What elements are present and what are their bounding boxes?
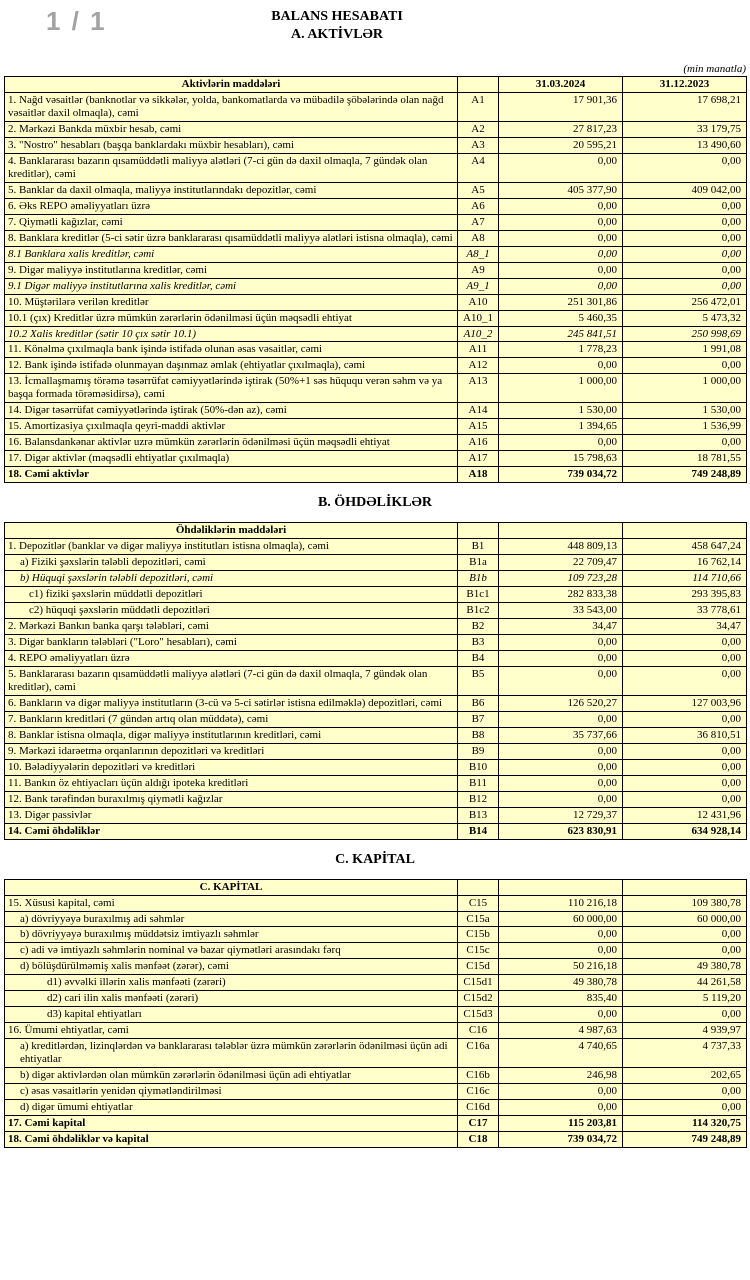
table-row — [5, 823, 747, 839]
capital-header-row — [5, 879, 747, 895]
row-label: 16. Balansdankənar aktivlər uzrə mümkün zərərlərin ödənilməsi üçün məqsədli ehtiyat — [5, 435, 458, 451]
row-label: 15. Xüsusi kapital, cəmi — [5, 895, 458, 911]
row-code: C18 — [458, 1132, 499, 1148]
row-code: A10_1 — [458, 310, 499, 326]
row-code: A15 — [458, 419, 499, 435]
row-value-current: 0,00 — [499, 198, 623, 214]
row-label: a) Fiziki şəxslərin tələbli depozitləri, cəmi — [5, 555, 458, 571]
row-value-previous: 0,00 — [623, 775, 747, 791]
table-row — [5, 711, 747, 727]
row-value-previous: 0,00 — [623, 1100, 747, 1116]
table-row — [5, 182, 747, 198]
table-row — [5, 153, 747, 182]
table-row — [5, 1023, 747, 1039]
row-code: A10_2 — [458, 326, 499, 342]
row-value-previous: 0,00 — [623, 759, 747, 775]
table-row — [5, 634, 747, 650]
row-label: a) kreditlərdən, lizinqlərdən və banklararası tələblər üzrə mümkün zərərlərin ödənilməsi üçün adi ehtiyatlar — [5, 1039, 458, 1068]
row-label: 11. Bankın öz ehtiyacları üçün aldığı ipoteka kreditləri — [5, 775, 458, 791]
row-value-current: 0,00 — [499, 214, 623, 230]
row-value-current: 0,00 — [499, 634, 623, 650]
row-code: A14 — [458, 403, 499, 419]
table-row — [5, 743, 747, 759]
row-label: 6. Əks REPO əməliyyatları üzrə — [5, 198, 458, 214]
row-value-previous: 0,00 — [623, 791, 747, 807]
row-value-previous: 0,00 — [623, 634, 747, 650]
row-code: A16 — [458, 435, 499, 451]
row-value-previous: 49 380,78 — [623, 959, 747, 975]
row-value-current: 739 034,72 — [499, 1132, 623, 1148]
row-value-current: 33 543,00 — [499, 603, 623, 619]
report-title: BALANS HESABATI — [271, 9, 403, 24]
row-value-previous: 0,00 — [623, 927, 747, 943]
row-code: C15d2 — [458, 991, 499, 1007]
row-code: C15c — [458, 943, 499, 959]
row-value-previous: 749 248,89 — [623, 1132, 747, 1148]
row-label: 10.2 Xalis kreditlər (sətir 10 çıx sətir 10.1) — [5, 326, 458, 342]
unit-note: (min manatla) — [683, 63, 746, 75]
row-value-current: 0,00 — [499, 230, 623, 246]
row-value-current: 15 798,63 — [499, 451, 623, 467]
row-value-previous: 18 781,55 — [623, 451, 747, 467]
table-row — [5, 214, 747, 230]
row-code: B12 — [458, 791, 499, 807]
row-value-current: 1 394,65 — [499, 419, 623, 435]
table-row — [5, 1068, 747, 1084]
row-value-previous: 5 473,32 — [623, 310, 747, 326]
row-value-current: 110 216,18 — [499, 895, 623, 911]
row-value-current: 4 987,63 — [499, 1023, 623, 1039]
row-value-current: 0,00 — [499, 650, 623, 666]
table-row — [5, 358, 747, 374]
row-value-previous: 0,00 — [623, 278, 747, 294]
row-value-previous: 13 490,60 — [623, 137, 747, 153]
row-value-current: 282 833,38 — [499, 587, 623, 603]
row-value-current: 0,00 — [499, 759, 623, 775]
row-value-current: 0,00 — [499, 711, 623, 727]
row-value-previous: 114 320,75 — [623, 1116, 747, 1132]
column-header-period-previous: 31.12.2023 — [623, 77, 747, 93]
row-code: A9_1 — [458, 278, 499, 294]
row-code: A10 — [458, 294, 499, 310]
row-code: B14 — [458, 823, 499, 839]
row-value-previous: 256 472,01 — [623, 294, 747, 310]
table-row — [5, 791, 747, 807]
row-value-current: 0,00 — [499, 1100, 623, 1116]
row-label: 9. Digər maliyyə institutlarına kreditlər, cəmi — [5, 262, 458, 278]
row-value-previous: 5 119,20 — [623, 991, 747, 1007]
row-value-current: 405 377,90 — [499, 182, 623, 198]
table-row — [5, 807, 747, 823]
table-row — [5, 1039, 747, 1068]
row-value-current: 22 709,47 — [499, 555, 623, 571]
row-code: C16d — [458, 1100, 499, 1116]
row-value-previous: 0,00 — [623, 711, 747, 727]
row-value-previous: 33 179,75 — [623, 121, 747, 137]
capital-header-code-cell — [458, 879, 499, 895]
table-row — [5, 326, 747, 342]
row-label: 8. Banklara kreditlər (5-ci sətir üzrə banklararası qısamüddətli maliyyə alətləri istisna olmaqla), cəmi — [5, 230, 458, 246]
row-code: B1c1 — [458, 587, 499, 603]
row-value-current: 0,00 — [499, 278, 623, 294]
row-value-current: 0,00 — [499, 262, 623, 278]
liabilities-table — [4, 522, 747, 839]
row-value-previous: 458 647,24 — [623, 539, 747, 555]
row-label: 10. Müştərilərə verilən kreditlər — [5, 294, 458, 310]
row-code: A8_1 — [458, 246, 499, 262]
row-value-previous: 33 778,61 — [623, 603, 747, 619]
row-code: B6 — [458, 695, 499, 711]
row-value-previous: 34,47 — [623, 619, 747, 635]
row-code: B1b — [458, 571, 499, 587]
row-value-previous: 44 261,58 — [623, 975, 747, 991]
row-code: C15d3 — [458, 1007, 499, 1023]
row-label: a) dövriyyəyə buraxılmış adi səhmlər — [5, 911, 458, 927]
table-row — [5, 991, 747, 1007]
row-label: 15. Amortizasiya çıxılmaqla qeyri-maddi aktivlər — [5, 419, 458, 435]
row-code: C15d1 — [458, 975, 499, 991]
row-code: B4 — [458, 650, 499, 666]
table-row — [5, 571, 747, 587]
table-row — [5, 619, 747, 635]
table-row — [5, 959, 747, 975]
row-value-current: 4 740,65 — [499, 1039, 623, 1068]
row-label: c2) hüquqi şəxslərin müddətli depozitləri — [5, 603, 458, 619]
row-value-previous: 0,00 — [623, 435, 747, 451]
row-label: d1) əvvəlki illərin xalis mənfəəti (zərəri) — [5, 975, 458, 991]
table-row — [5, 1100, 747, 1116]
table-row — [5, 759, 747, 775]
row-label: 6. Bankların və digər maliyyə institutların (3-cü və 5-ci sətirlər istisna edilməklə) depozitləri, cəmi — [5, 695, 458, 711]
capital-table — [4, 879, 747, 1148]
row-value-previous: 0,00 — [623, 198, 747, 214]
row-value-current: 251 301,86 — [499, 294, 623, 310]
table-row — [5, 294, 747, 310]
row-value-previous: 0,00 — [623, 650, 747, 666]
row-label: c) əsas vəsaitlərin yenidən qiymətləndirilməsi — [5, 1084, 458, 1100]
row-value-current: 109 723,28 — [499, 571, 623, 587]
row-value-previous: 0,00 — [623, 943, 747, 959]
row-value-current: 126 520,27 — [499, 695, 623, 711]
row-label: 10.1 (çıx) Kreditlər üzrə mümkün zərərlərin ödənilməsi üçün məqsədli ehtiyat — [5, 310, 458, 326]
table-row — [5, 587, 747, 603]
row-code: B1 — [458, 539, 499, 555]
assets-header-code-cell — [458, 77, 499, 93]
table-row — [5, 467, 747, 483]
row-value-current: 246,98 — [499, 1068, 623, 1084]
column-header-period-current: 31.03.2024 — [499, 77, 623, 93]
liabilities-header-label: Öhdəliklərin maddələri — [5, 523, 458, 539]
liabilities-header-value1-cell — [499, 523, 623, 539]
row-value-current: 0,00 — [499, 435, 623, 451]
row-label: 12. Bank tərəfindən buraxılmış qiymətli kağızlar — [5, 791, 458, 807]
table-row — [5, 246, 747, 262]
table-row — [5, 603, 747, 619]
row-label: 2. Mərkəzi Bankda müxbir hesab, cəmi — [5, 121, 458, 137]
assets-header-row — [5, 77, 747, 93]
row-label: d) digər ümumi ehtiyatlar — [5, 1100, 458, 1116]
row-code: A8 — [458, 230, 499, 246]
section-b-title: B. ÖHDƏLİKLƏR — [317, 495, 433, 511]
table-row — [5, 1116, 747, 1132]
table-row — [5, 451, 747, 467]
table-row — [5, 342, 747, 358]
table-row — [5, 650, 747, 666]
row-label: 9.1 Digər maliyyə institutlarına xalis kreditlər, cəmi — [5, 278, 458, 294]
row-code: C15 — [458, 895, 499, 911]
row-value-previous: 114 710,66 — [623, 571, 747, 587]
row-value-current: 739 034,72 — [499, 467, 623, 483]
row-code: C15d — [458, 959, 499, 975]
row-label: b) digər aktivlərdən olan mümkün zərərlərin ödənilməsi üçün adi ehtiyatlar — [5, 1068, 458, 1084]
row-value-previous: 16 762,14 — [623, 555, 747, 571]
row-label: 2. Mərkəzi Bankın banka qarşı tələbləri, cəmi — [5, 619, 458, 635]
row-value-current: 0,00 — [499, 153, 623, 182]
row-value-current: 49 380,78 — [499, 975, 623, 991]
row-code: B5 — [458, 666, 499, 695]
row-label: 3. "Nostro" hesabları (başqa banklardakı müxbir hesabları), cəmi — [5, 137, 458, 153]
row-code: A17 — [458, 451, 499, 467]
table-row — [5, 137, 747, 153]
row-code: C16c — [458, 1084, 499, 1100]
row-code: B10 — [458, 759, 499, 775]
row-value-current: 0,00 — [499, 927, 623, 943]
row-label: 12. Bank işində istifadə olunmayan daşınmaz əmlak (ehtiyatlar çıxılmaqla), cəmi — [5, 358, 458, 374]
row-value-current: 17 901,36 — [499, 92, 623, 121]
row-value-previous: 293 395,83 — [623, 587, 747, 603]
row-code: B1a — [458, 555, 499, 571]
row-label: 9. Mərkəzi idarəetmə orqanlarının depozitləri və kreditləri — [5, 743, 458, 759]
table-row — [5, 419, 747, 435]
row-label: 5. Banklar da daxil olmaqla, maliyyə institutlarındakı depozitlər, cəmi — [5, 182, 458, 198]
row-code: B13 — [458, 807, 499, 823]
row-value-previous: 0,00 — [623, 666, 747, 695]
row-value-previous: 0,00 — [623, 1007, 747, 1023]
table-row — [5, 895, 747, 911]
row-value-current: 623 830,91 — [499, 823, 623, 839]
row-value-current: 0,00 — [499, 1084, 623, 1100]
row-value-previous: 0,00 — [623, 230, 747, 246]
table-row — [5, 198, 747, 214]
row-value-previous: 127 003,96 — [623, 695, 747, 711]
table-row — [5, 230, 747, 246]
row-label: 14. Digər təsərrüfat cəmiyyətlərində iştirak (50%-dən az), cəmi — [5, 403, 458, 419]
table-row — [5, 92, 747, 121]
row-label: 18. Cəmi öhdəliklər və kapital — [5, 1132, 458, 1148]
table-row — [5, 374, 747, 403]
table-row — [5, 943, 747, 959]
row-label: c) adi və imtiyazlı səhmlərin nominal və bazar qiymətləri arasındakı fərq — [5, 943, 458, 959]
row-label: 1. Nağd vəsaitlər (banknotlar və sikkələr, yolda, bankomatlarda və mübadilə şöbələrində olan nağd vəsaitlər daxil olmaqla), cəmi — [5, 92, 458, 121]
row-code: A12 — [458, 358, 499, 374]
row-value-previous: 4 939,97 — [623, 1023, 747, 1039]
table-row — [5, 727, 747, 743]
row-code: A13 — [458, 374, 499, 403]
row-value-current: 35 737,66 — [499, 727, 623, 743]
row-code: A11 — [458, 342, 499, 358]
row-label: 4. REPO əməliyyatları üzrə — [5, 650, 458, 666]
row-value-previous: 36 810,51 — [623, 727, 747, 743]
row-code: B9 — [458, 743, 499, 759]
row-value-current: 0,00 — [499, 775, 623, 791]
row-code: C16b — [458, 1068, 499, 1084]
row-value-previous: 0,00 — [623, 262, 747, 278]
row-value-current: 835,40 — [499, 991, 623, 1007]
row-value-previous: 0,00 — [623, 153, 747, 182]
row-label: 16. Ümumi ehtiyatlar, cəmi — [5, 1023, 458, 1039]
row-value-previous: 1 530,00 — [623, 403, 747, 419]
row-code: A5 — [458, 182, 499, 198]
row-code: A7 — [458, 214, 499, 230]
row-value-current: 245 841,51 — [499, 326, 623, 342]
row-label: d) bölüşdürülməmiş xalis mənfəət (zərər), cəmi — [5, 959, 458, 975]
table-row — [5, 975, 747, 991]
table-row — [5, 539, 747, 555]
row-value-previous: 4 737,33 — [623, 1039, 747, 1068]
section-c-title: C. KAPİTAL — [335, 851, 415, 867]
table-row — [5, 435, 747, 451]
row-label: c1) fiziki şəxslərin müddətli depozitləri — [5, 587, 458, 603]
row-value-previous: 1 536,99 — [623, 419, 747, 435]
row-value-previous: 60 000,00 — [623, 911, 747, 927]
assets-header-label: Aktivlərin maddələri — [5, 77, 458, 93]
row-label: 17. Cəmi kapital — [5, 1116, 458, 1132]
row-code: C16a — [458, 1039, 499, 1068]
row-label: d3) kapital ehtiyatları — [5, 1007, 458, 1023]
row-value-previous: 0,00 — [623, 358, 747, 374]
table-row — [5, 911, 747, 927]
row-label: 13. İcmallaşmamış törəmə təsərrüfat cəmiyyətlərində iştirak (50%+1 səs hüququ verən səhm və ya başqa formada törəməsidirsə), cəmi — [5, 374, 458, 403]
liabilities-header-code-cell — [458, 523, 499, 539]
row-value-previous: 0,00 — [623, 246, 747, 262]
liabilities-header-value2-cell — [623, 523, 747, 539]
row-value-current: 0,00 — [499, 358, 623, 374]
row-value-current: 1 530,00 — [499, 403, 623, 419]
table-row — [5, 278, 747, 294]
row-label: 11. Könəlmə çıxılmaqla bank işində istifadə olunan əsas vəsaitlər, cəmi — [5, 342, 458, 358]
row-code: A18 — [458, 467, 499, 483]
row-value-current: 60 000,00 — [499, 911, 623, 927]
row-value-current: 115 203,81 — [499, 1116, 623, 1132]
page-number-indicator: 1 / 1 — [46, 6, 107, 36]
row-code: C15b — [458, 927, 499, 943]
table-row — [5, 927, 747, 943]
row-value-previous: 17 698,21 — [623, 92, 747, 121]
capital-header-value1-cell — [499, 879, 623, 895]
row-value-previous: 0,00 — [623, 743, 747, 759]
row-value-previous: 202,65 — [623, 1068, 747, 1084]
table-row — [5, 666, 747, 695]
row-value-current: 12 729,37 — [499, 807, 623, 823]
table-row — [5, 775, 747, 791]
row-label: 18. Cəmi aktivlər — [5, 467, 458, 483]
row-code: B8 — [458, 727, 499, 743]
row-value-previous: 634 928,14 — [623, 823, 747, 839]
row-value-previous: 109 380,78 — [623, 895, 747, 911]
row-label: 3. Digər bankların tələbləri ("Loro" hesabları), cəmi — [5, 634, 458, 650]
row-code: B7 — [458, 711, 499, 727]
row-code: B3 — [458, 634, 499, 650]
table-row — [5, 1132, 747, 1148]
row-value-current: 20 595,21 — [499, 137, 623, 153]
row-label: 7. Qiymətli kağızlar, cəmi — [5, 214, 458, 230]
row-code: B1c2 — [458, 603, 499, 619]
row-value-previous: 1 991,08 — [623, 342, 747, 358]
row-label: b) Hüquqi şəxslərin tələbli depozitləri, cəmi — [5, 571, 458, 587]
row-value-current: 1 778,23 — [499, 342, 623, 358]
table-row — [5, 262, 747, 278]
row-value-previous: 0,00 — [623, 214, 747, 230]
row-value-current: 0,00 — [499, 1007, 623, 1023]
assets-table — [4, 76, 747, 483]
row-value-previous: 749 248,89 — [623, 467, 747, 483]
table-row — [5, 403, 747, 419]
row-label: 1. Depozitlər (banklar və digər maliyyə institutları istisna olmaqla), cəmi — [5, 539, 458, 555]
row-code: B2 — [458, 619, 499, 635]
row-code: B11 — [458, 775, 499, 791]
row-value-previous: 409 042,00 — [623, 182, 747, 198]
capital-header-label: C. KAPİTAL — [5, 879, 458, 895]
row-value-previous: 0,00 — [623, 1084, 747, 1100]
capital-header-value2-cell — [623, 879, 747, 895]
row-label: 14. Cəmi öhdəliklər — [5, 823, 458, 839]
row-value-current: 5 460,35 — [499, 310, 623, 326]
row-value-previous: 1 000,00 — [623, 374, 747, 403]
row-value-current: 0,00 — [499, 666, 623, 695]
row-value-current: 0,00 — [499, 246, 623, 262]
table-row — [5, 695, 747, 711]
table-row — [5, 1084, 747, 1100]
table-row — [5, 121, 747, 137]
table-row — [5, 310, 747, 326]
row-value-current: 0,00 — [499, 743, 623, 759]
row-label: 13. Digər passivlər — [5, 807, 458, 823]
row-label: 4. Banklararası bazarın qısamüddətli maliyyə alətləri (7-ci gün də daxil olmaqla, 7 gündək olan kreditlər), cəmi — [5, 153, 458, 182]
row-value-current: 34,47 — [499, 619, 623, 635]
row-code: C17 — [458, 1116, 499, 1132]
row-value-previous: 250 998,69 — [623, 326, 747, 342]
row-label: 8. Banklar istisna olmaqla, digər maliyyə institutlarının kreditləri, cəmi — [5, 727, 458, 743]
row-value-current: 0,00 — [499, 943, 623, 959]
row-value-current: 27 817,23 — [499, 121, 623, 137]
liabilities-header-row — [5, 523, 747, 539]
section-a-title: A. AKTİVLƏR — [290, 26, 384, 42]
row-label: d2) cari ilin xalis mənfəəti (zərəri) — [5, 991, 458, 1007]
row-label: 17. Digər aktivlər (məqsədli ehtiyatlar çıxılmaqla) — [5, 451, 458, 467]
row-label: 5. Banklararası bazarın qısamüddətli maliyyə alətləri (7-ci gün də daxil olmaqla, 7 gündək olan kreditlər), cəmi — [5, 666, 458, 695]
row-label: 7. Bankların kreditləri (7 gündən artıq olan müddətə), cəmi — [5, 711, 458, 727]
table-row — [5, 1007, 747, 1023]
row-code: C16 — [458, 1023, 499, 1039]
row-code: A4 — [458, 153, 499, 182]
row-label: 10. Bələdiyyələrin depozitləri və kreditləri — [5, 759, 458, 775]
row-label: 8.1 Banklara xalis kreditlər, cəmi — [5, 246, 458, 262]
table-row — [5, 555, 747, 571]
row-value-current: 1 000,00 — [499, 374, 623, 403]
row-code: A1 — [458, 92, 499, 121]
row-label: b) dövriyyəyə buraxılmış müddətsiz imtiyazlı səhmlər — [5, 927, 458, 943]
row-code: A9 — [458, 262, 499, 278]
row-code: C15a — [458, 911, 499, 927]
row-code: A6 — [458, 198, 499, 214]
row-code: A3 — [458, 137, 499, 153]
row-code: A2 — [458, 121, 499, 137]
row-value-current: 448 809,13 — [499, 539, 623, 555]
row-value-current: 0,00 — [499, 791, 623, 807]
row-value-current: 50 216,18 — [499, 959, 623, 975]
row-value-previous: 12 431,96 — [623, 807, 747, 823]
